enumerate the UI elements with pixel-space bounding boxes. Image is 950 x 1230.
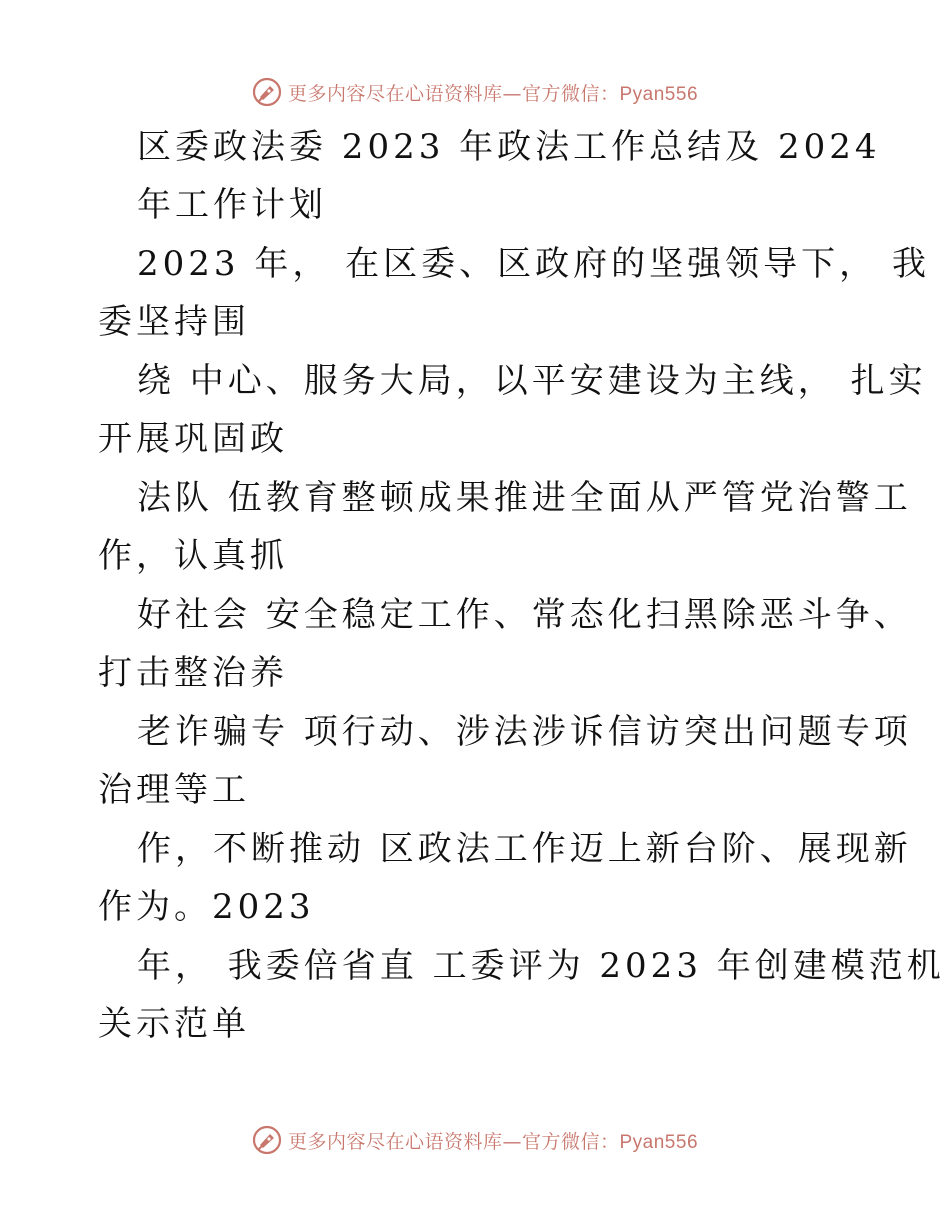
doc-paragraph-line: 作为。2023 xyxy=(98,887,315,927)
doc-paragraph-line: 老诈骗专 项行动、涉法涉诉信访突出问题专项 xyxy=(137,712,912,752)
doc-paragraph-line: 作，不断推动 区政法工作迈上新台阶、展现新 xyxy=(137,829,912,869)
doc-paragraph-line: 绕 中心、服务大局，以平安建设为主线， 扎实 xyxy=(137,361,927,401)
doc-paragraph-line: 打击整治养 xyxy=(98,653,288,693)
watermark-text: 更多内容尽在心语资料库—官方微信：Pyan556 xyxy=(287,82,699,105)
pen-nib-logo-icon xyxy=(252,77,282,107)
watermark-handle: Pyan556 xyxy=(619,1131,699,1153)
doc-paragraph-line: 法队 伍教育整顿成果推进全面从严管党治警工 xyxy=(137,478,912,518)
header-watermark xyxy=(0,72,950,112)
doc-title-line-1: 区委政法委 2023 年政法工作总结及 2024 xyxy=(137,127,881,167)
doc-paragraph-line: 治理等工 xyxy=(98,770,250,810)
doc-title-line-2: 年工作计划 xyxy=(137,185,327,225)
doc-paragraph-line: 关示范单 xyxy=(98,1004,250,1044)
footer-watermark xyxy=(0,1120,950,1160)
doc-paragraph-line: 好社会 安全稳定工作、常态化扫黑除恶斗争、 xyxy=(137,595,912,635)
pen-nib-logo-icon xyxy=(252,1125,282,1155)
watermark-handle: Pyan556 xyxy=(619,83,699,105)
watermark-text: 更多内容尽在心语资料库—官方微信：Pyan556 xyxy=(287,1130,699,1153)
doc-paragraph-line: 作，认真抓 xyxy=(98,536,288,576)
doc-paragraph-line: 年， 我委倍省直 工委评为 2023 年创建模范机 xyxy=(137,946,945,986)
doc-paragraph-line: 2023 年， 在区委、区政府的坚强领导下， 我 xyxy=(137,244,930,284)
doc-paragraph-line: 开展巩固政 xyxy=(98,419,288,459)
doc-paragraph-line: 委坚持围 xyxy=(98,302,250,342)
